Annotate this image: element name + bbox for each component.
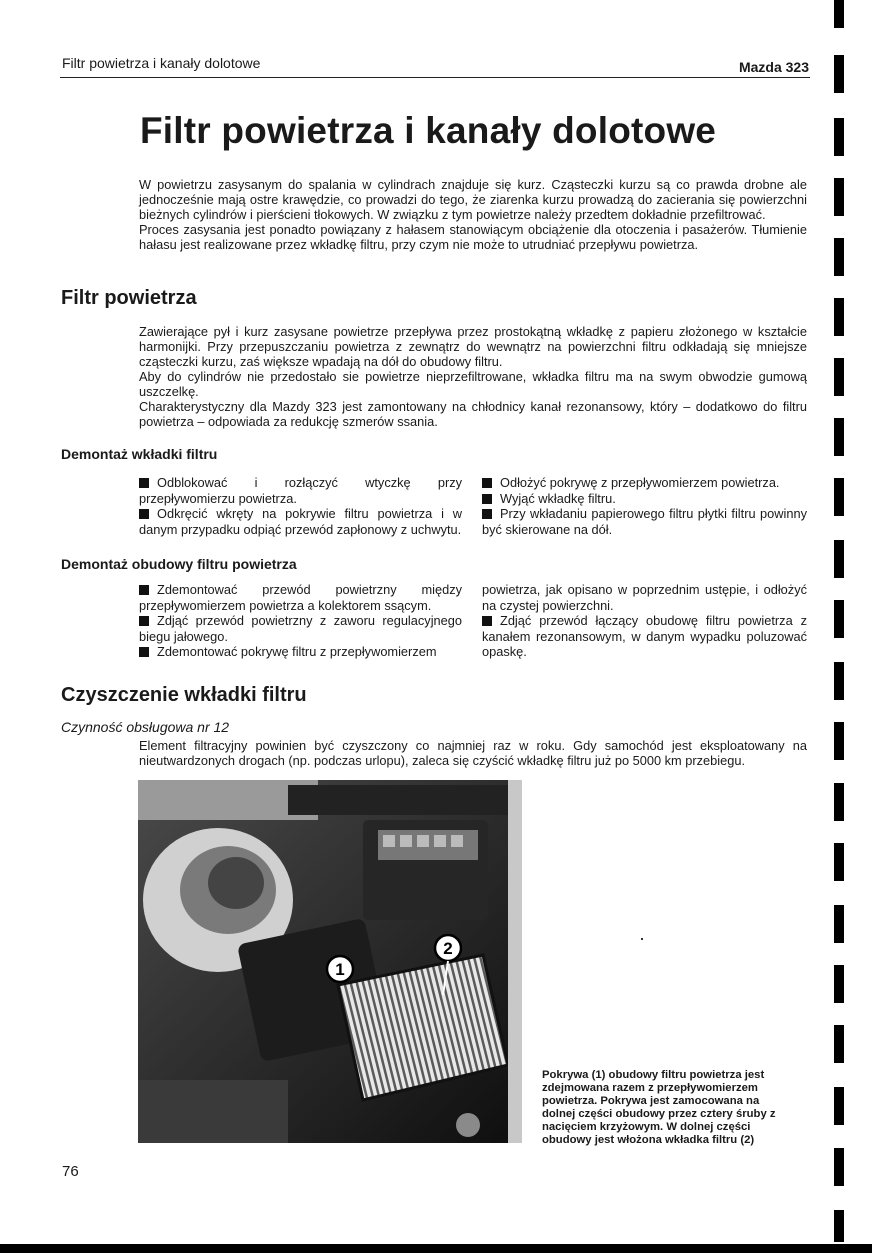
edge-mark — [834, 55, 844, 93]
filtr-paragraph-3: Charakterystyczny dla Mazdy 323 jest zamontowany na chłodnicy kanał rezonansowy, który – dodatkowo do filtru powietrza – odpowiada za redukcję szmerów ssania. — [139, 399, 807, 429]
speck — [641, 938, 643, 940]
continuation-text: powietrza, jak opisano w poprzednim ustępie, i odłożyć na czystej powierzchni. — [482, 582, 807, 613]
edge-mark — [834, 418, 844, 456]
edge-mark — [834, 178, 844, 216]
running-header-title: Filtr powietrza i kanały dolotowe — [62, 55, 261, 71]
edge-mark — [834, 722, 844, 760]
bullet-square-icon — [139, 585, 149, 595]
service-number: Czynność obsługowa nr 12 — [61, 719, 230, 735]
heading-filtr-powietrza: Filtr powietrza — [61, 287, 197, 309]
header-rule — [60, 77, 810, 78]
bullet-square-icon — [139, 478, 149, 488]
bullet-square-icon — [482, 494, 492, 504]
edge-mark — [834, 1210, 844, 1242]
list-item: Zdjąć przewód łączący obudowę filtru powietrza z kanałem rezonansowym, w danym wypadku poluzować opaskę. — [482, 613, 807, 659]
filtr-section — [139, 324, 807, 429]
czyszczenie-section — [139, 738, 807, 768]
intro-section — [139, 177, 807, 252]
edge-mark — [834, 965, 844, 1003]
running-header-model: Mazda 323 — [738, 59, 809, 75]
czyszczenie-paragraph: Element filtracyjny powinien być czyszczony co najmniej raz w roku. Gdy samochód jest eksploatowany na nieutwardzonych drogach (np. podczas urlopu), zaleca się czyścić wkładkę filtru już po 5000 km przebiegu. — [139, 738, 807, 768]
bullet-square-icon — [482, 509, 492, 519]
edge-mark — [834, 905, 844, 943]
filtr-paragraph-2: Aby do cylindrów nie przedostało sie powietrze nieprzefiltrowane, wkładka filtru ma na swym obwodzie gumową uszczelkę. — [139, 369, 807, 399]
edge-mark — [834, 783, 844, 821]
edge-mark — [834, 843, 844, 881]
edge-mark — [834, 478, 844, 516]
edge-mark — [834, 118, 844, 156]
page-number: 76 — [62, 1163, 79, 1180]
obudowy-left-column — [139, 582, 462, 660]
bullet-square-icon — [139, 647, 149, 657]
figure-caption: Pokrywa (1) obudowy filtru powietrza jest zdejmowana razem z przepływomierzem powietrza. Pokrywa jest zamocowana na dolnej części obudowy przez cztery śruby z nacięciem krzyżowym. W dolnej części obudowy jest włożona wkładka filtru (2) — [542, 1069, 776, 1146]
edge-mark — [834, 358, 844, 396]
wkladki-right-column — [482, 475, 807, 537]
heading-demontaz-wkladki: Demontaż wkładki filtru — [61, 446, 218, 462]
list-item: Zdemontować pokrywę filtru z przepływomierzem — [139, 644, 462, 660]
edge-mark — [834, 0, 844, 28]
edge-mark — [834, 298, 844, 336]
list-item: Odblokować i rozłączyć wtyczkę przy przepływomierzu powietrza. — [139, 475, 462, 506]
obudowy-right-column — [482, 582, 807, 660]
callout-2-label: 2 — [443, 939, 453, 958]
intro-paragraph-2: Proces zasysania jest ponadto powiązany z hałasem stanowiącym obciążenie dla otoczenia i pasażerów. Tłumienie hałasu jest realizowane przez wkładkę filtru, przy czym nie może to utrudniać przepływu powietrza. — [139, 222, 807, 252]
page-title: Filtr powietrza i kanały dolotowe — [140, 110, 717, 151]
edge-mark — [834, 662, 844, 700]
list-item: Odłożyć pokrywę z przepływomierzem powietrza. — [482, 475, 807, 491]
bullet-square-icon — [139, 616, 149, 626]
edge-mark — [834, 1148, 844, 1186]
filtr-paragraph-1: Zawierające pył i kurz zasysane powietrze przepływa przez prostokątną wkładkę z papieru złożonego w kształcie harmonijki. Przy przepuszczaniu powietrza z zewnątrz do wewnątrz na powierzchni filtru odkładają się mniejsze cząsteczki kurzu, zaś większe wpadają na dół do obudowy filtru. — [139, 324, 807, 369]
bullet-square-icon — [482, 616, 492, 626]
list-item: Wyjąć wkładkę filtru. — [482, 491, 807, 507]
callout-1-label: 1 — [335, 960, 345, 979]
edge-mark — [834, 1025, 844, 1063]
engine-bay-photo — [138, 780, 522, 1143]
list-item: Odkręcić wkręty na pokrywie filtru powietrza i w danym przypadku odpiąć przewód zapłonowy z uchwytu. — [139, 506, 462, 537]
edge-mark — [834, 600, 844, 638]
intro-paragraph-1: W powietrzu zasysanym do spalania w cylindrach znajduje się kurz. Cząsteczki kurzu są co prawda drobne ale jednocześnie mają ostre krawędzie, co prowadzi do tego, że ziarenka kurzu prowadzą do zacierania się powierzchni bieżnych cylindrów i pierścieni tłokowych. W związku z tym powietrze należy przedtem dokładnie przefiltrować. — [139, 177, 807, 222]
bullet-square-icon — [482, 478, 492, 488]
edge-mark — [834, 1087, 844, 1125]
heading-czyszczenie: Czyszczenie wkładki filtru — [61, 684, 307, 706]
list-item: Zdjąć przewód powietrzny z zaworu regulacyjnego biegu jałowego. — [139, 613, 462, 644]
bottom-bar — [0, 1244, 872, 1253]
heading-demontaz-obudowy: Demontaż obudowy filtru powietrza — [61, 556, 297, 572]
edge-mark — [834, 540, 844, 578]
bullet-square-icon — [139, 509, 149, 519]
list-item: Przy wkładaniu papierowego filtru płytki filtru powinny być skierowane na dół. — [482, 506, 807, 537]
edge-mark — [834, 238, 844, 276]
list-item: Zdemontować przewód powietrzny między przepływomierzem powietrza a kolektorem ssącym. — [139, 582, 462, 613]
wkladki-left-column — [139, 475, 462, 537]
